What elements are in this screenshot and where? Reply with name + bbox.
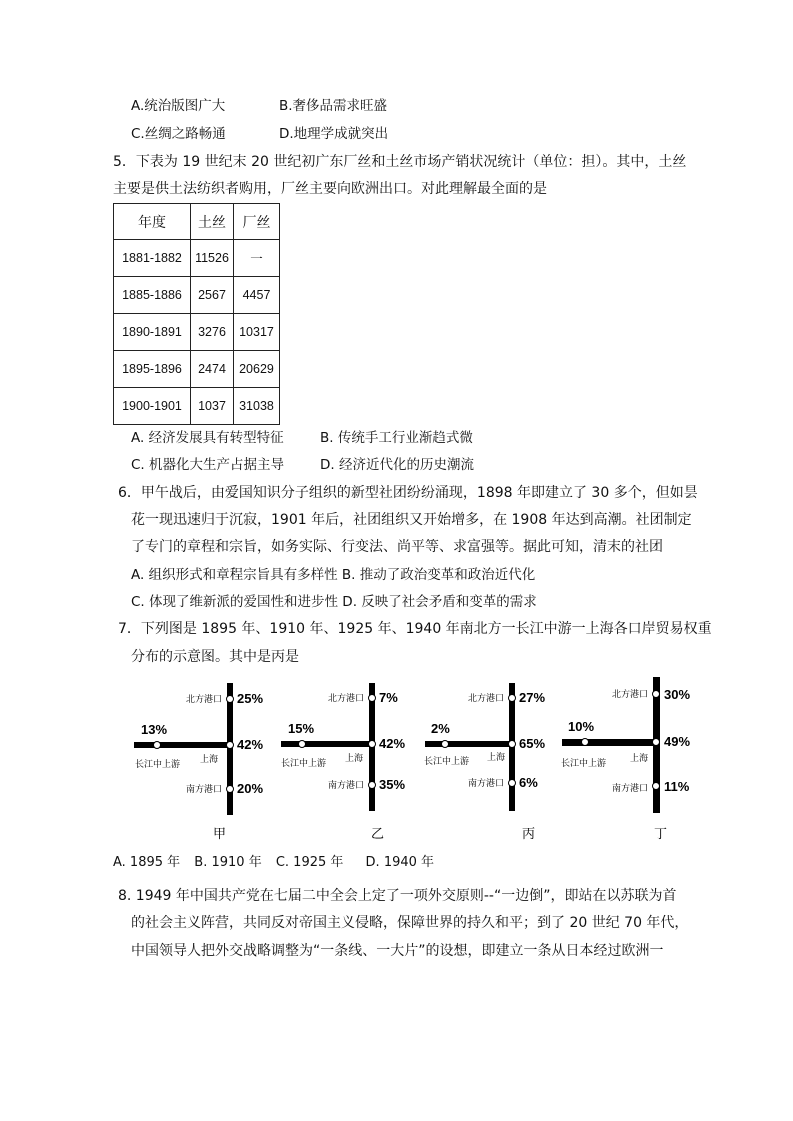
yangtze-label: 长江中上游 (281, 759, 327, 769)
south-value: 11% (664, 779, 690, 794)
table-cell: 1900-1901 (114, 388, 191, 425)
north-value: 27% (519, 690, 546, 705)
table-cell: 11526 (191, 240, 234, 277)
q7-option-c: C. 1925 年 (275, 855, 344, 870)
south-value: 20% (237, 781, 264, 796)
diagram-label: 丙 (522, 827, 536, 842)
shanghai-value: 42% (237, 737, 264, 752)
north-port-dot (509, 695, 516, 702)
table-cell: 1895-1896 (114, 351, 191, 388)
q5-option-d: D. 经济近代化的历史潮流 (320, 457, 474, 473)
yangtze-label: 长江中上游 (135, 760, 181, 770)
yangtze-label: 长江中上游 (424, 757, 470, 767)
south-value: 35% (379, 777, 406, 792)
diagram-jia (134, 683, 263, 842)
table-header-native-silk: 土丝 (191, 204, 234, 240)
q7-answer-options (113, 851, 444, 870)
north-port-dot (227, 696, 234, 703)
diagram-label: 甲 (213, 827, 227, 842)
yangtze-value: 13% (141, 722, 168, 737)
table-cell: 10317 (234, 314, 280, 351)
table-cell: 4457 (234, 277, 280, 314)
north-value: 7% (379, 690, 398, 705)
diagram-label: 丁 (654, 827, 668, 842)
q7-option-d: D. 1940 年 (365, 855, 435, 870)
q8-stem-line-2: 的社会主义阵营，共同反对帝国主义侵略，保障世界的持久和平；到了 20 世纪 70 年代， (131, 915, 689, 931)
q5-stem-line-1: 5．下表为 19 世纪末 20 世纪初广东厂丝和土丝市场产销状况统计（单位：担）。其中，土丝 (113, 154, 687, 170)
horizontal-bar (425, 741, 515, 747)
diagram-bing (424, 683, 545, 842)
horizontal-bar (134, 742, 233, 748)
table-header-year: 年度 (114, 204, 191, 240)
shanghai-label: 上海 (487, 753, 506, 763)
table-cell: 1881-1882 (114, 240, 191, 277)
north-port-label: 北方港口 (467, 694, 504, 704)
q4-option-a: A.统治版图广大 (131, 98, 226, 114)
q5-option-b: B. 传统手工行业渐趋式微 (320, 430, 473, 446)
north-value: 25% (237, 691, 264, 706)
q7-option-b: B. 1910 年 (194, 855, 262, 870)
shanghai-label: 上海 (200, 755, 219, 765)
q4-option-b: B.奢侈品需求旺盛 (279, 98, 388, 114)
shanghai-value: 49% (664, 734, 691, 749)
yangtze-dot (582, 739, 589, 746)
south-value: 6% (519, 775, 538, 790)
south-port-label: 南方港口 (185, 785, 222, 795)
diagram-label: 乙 (371, 827, 385, 842)
north-port-label: 北方港口 (185, 695, 222, 705)
yangtze-value: 10% (568, 719, 595, 734)
table-cell: 3276 (191, 314, 234, 351)
shanghai-value: 65% (519, 736, 546, 751)
north-port-label: 北方港口 (327, 694, 364, 704)
table-cell: 20629 (234, 351, 280, 388)
q6-options-cd: C. 体现了维新派的爱国性和进步性 D. 反映了社会矛盾和变革的需求 (131, 594, 537, 610)
horizontal-bar (281, 741, 375, 747)
shanghai-dot (369, 741, 376, 748)
shanghai-dot (653, 739, 660, 746)
yangtze-label: 长江中上游 (561, 759, 607, 769)
q6-stem-line-1: 6．甲午战后，由爱国知识分子组织的新型社团纷纷涌现，1898 年即建立了 30 多个，但如昙 (118, 485, 698, 501)
yangtze-dot (442, 741, 449, 748)
table-header-factory-silk: 厂丝 (234, 204, 280, 240)
shanghai-dot (227, 742, 234, 749)
q5-option-a: A. 经济发展具有转型特征 (131, 430, 284, 446)
table-cell: 1890-1891 (114, 314, 191, 351)
shanghai-value: 42% (379, 736, 406, 751)
q8-stem-line-3: 中国领导人把外交战略调整为“一条线、一大片”的设想，即建立一条从日本经过欧洲一 (131, 943, 664, 959)
north-port-label: 北方港口 (611, 690, 648, 700)
north-port-dot (369, 695, 376, 702)
south-port-dot (653, 783, 660, 790)
q8-stem-line-1: 8. 1949 年中国共产党在七届二中全会上定了一项外交原则--“一边倒”，即站在以苏联为首 (118, 888, 677, 904)
yangtze-dot (154, 742, 161, 749)
south-port-label: 南方港口 (611, 784, 648, 794)
south-port-dot (227, 786, 234, 793)
q4-option-c: C.丝绸之路畅通 (131, 126, 226, 142)
north-value: 30% (664, 687, 691, 702)
table-cell: 2567 (191, 277, 234, 314)
q5-stem-line-2: 主要是供土法纺织者购用，厂丝主要向欧洲出口。对此理解最全面的是 (113, 181, 547, 197)
north-port-dot (653, 691, 660, 698)
q6-options-ab: A. 组织形式和章程宗旨具有多样性 B. 推动了政治变革和政治近代化 (131, 567, 536, 583)
q7-option-a: A. 1895 年 (113, 855, 181, 870)
yangtze-dot (299, 741, 306, 748)
south-port-dot (369, 782, 376, 789)
q7-stem-line-2: 分布的示意图。其中是丙是 (131, 649, 299, 665)
yangtze-value: 2% (431, 721, 450, 736)
south-port-label: 南方港口 (467, 779, 504, 789)
shanghai-dot (509, 741, 516, 748)
q7-stem-line-1: 7．下列图是 1895 年、1910 年、1925 年、1940 年南北方一长江中游一上海各口岸贸易权重 (118, 621, 712, 637)
south-port-label: 南方港口 (327, 781, 364, 791)
q6-stem-line-2: 花一现迅速归于沉寂，1901 年后，社团组织又开始增多，在 1908 年达到高潮。社团制定 (131, 512, 692, 528)
table-cell: 1885-1886 (114, 277, 191, 314)
table-cell: 一 (234, 240, 280, 277)
table-cell: 1037 (191, 388, 234, 425)
horizontal-bar (562, 739, 660, 746)
shanghai-label: 上海 (630, 754, 649, 764)
q4-option-d: D.地理学成就突出 (279, 126, 389, 142)
yangtze-value: 15% (288, 721, 315, 736)
table-cell: 31038 (234, 388, 280, 425)
diagram-ding (561, 677, 690, 842)
shanghai-label: 上海 (345, 754, 364, 764)
q5-option-c: C. 机器化大生产占据主导 (131, 457, 285, 473)
south-port-dot (509, 780, 516, 787)
q6-stem-line-3: 了专门的章程和宗旨，如务实际、行变法、尚平等、求富强等。据此可知，清末的社团 (131, 539, 663, 555)
diagram-yi (281, 683, 405, 842)
table-cell: 2474 (191, 351, 234, 388)
